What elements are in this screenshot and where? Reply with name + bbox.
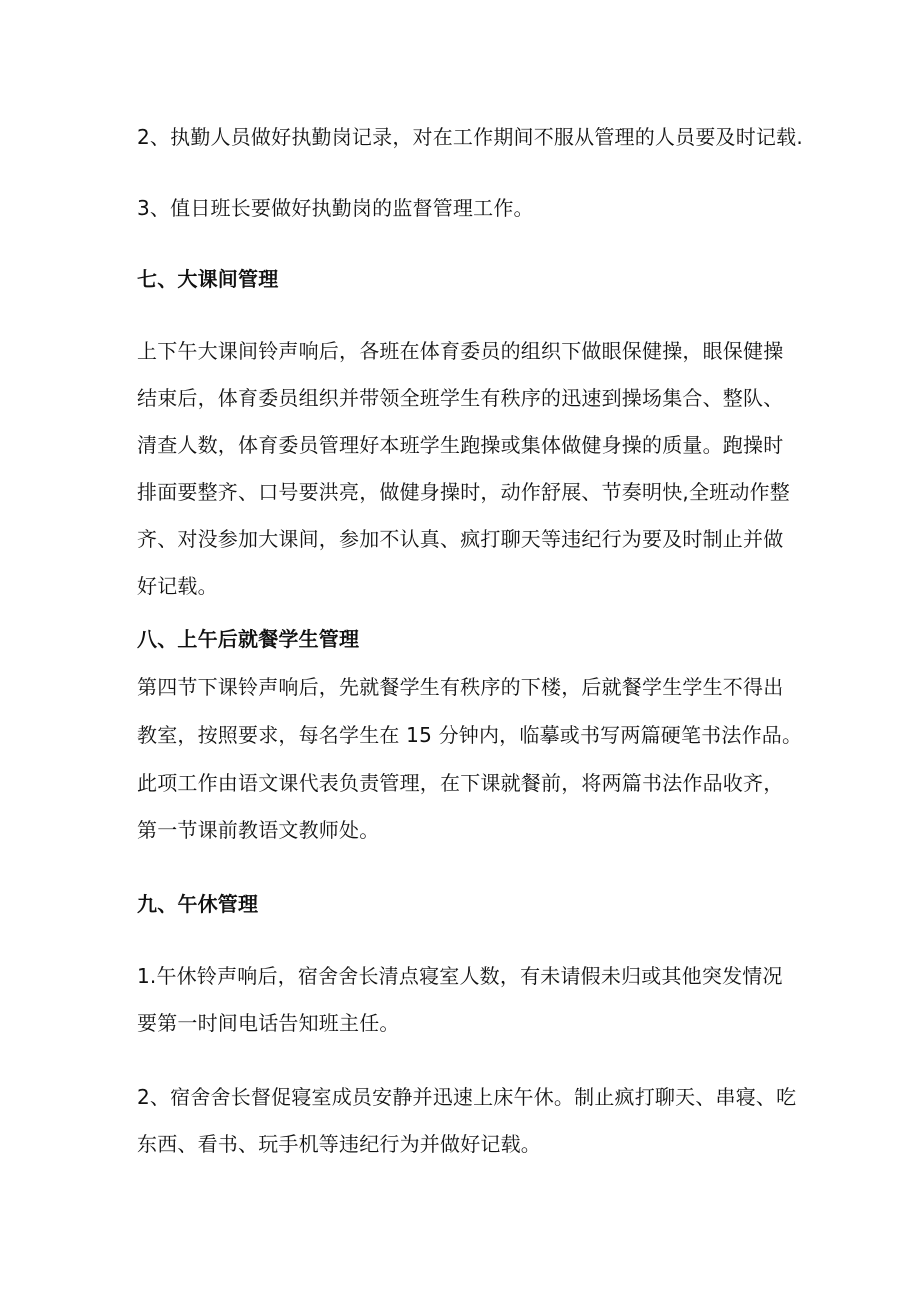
paragraph-lunch-line-4: 第一节课前教语文教师处。 xyxy=(137,818,380,842)
section-heading-lunch-management: 八、上午后就餐学生管理 xyxy=(137,627,360,651)
paragraph-dorm-line-1: 2、宿舍舍长督促寝室成员安静并迅速上床午休。制止疯打聊天、串寝、吃 xyxy=(137,1085,797,1109)
paragraph-nap-line-2: 要第一时间电话告知班主任。 xyxy=(137,1011,400,1035)
paragraph-break-line-5: 齐、对没参加大课间，参加不认真、疯打聊天等违纪行为要及时制止并做 xyxy=(137,527,784,551)
paragraph-monitor-supervision: 3、值日班长要做好执勤岗的监督管理工作。 xyxy=(137,196,534,220)
section-heading-nap-management: 九、午休管理 xyxy=(137,892,259,916)
paragraph-duty-record: 2、执勤人员做好执勤岗记录，对在工作期间不服从管理的人员要及时记载. xyxy=(137,125,803,149)
paragraph-break-line-3: 清查人数，体育委员管理好本班学生跑操或集体做健身操的质量。跑操时 xyxy=(137,433,784,457)
paragraph-dorm-line-2: 东西、看书、玩手机等违纪行为并做好记载。 xyxy=(137,1132,541,1156)
paragraph-break-line-6: 好记载。 xyxy=(137,574,218,598)
paragraph-lunch-line-1: 第四节下课铃声响后，先就餐学生有秩序的下楼，后就餐学生学生不得出 xyxy=(137,675,784,699)
paragraph-lunch-line-3: 此项工作由语文课代表负责管理，在下课就餐前，将两篇书法作品收齐， xyxy=(137,771,784,795)
paragraph-nap-line-1: 1.午休铃声响后，宿舍舍长清点寝室人数，有未请假未归或其他突发情况 xyxy=(137,964,783,988)
section-heading-break-management: 七、大课间管理 xyxy=(137,267,279,291)
paragraph-lunch-line-2: 教室，按照要求，每名学生在 15 分钟内，临摹或书写两篇硬笔书法作品。 xyxy=(137,723,803,747)
paragraph-break-line-4: 排面要整齐、口号要洪亮，做健身操时，动作舒展、节奏明快,全班动作整 xyxy=(137,480,790,504)
paragraph-break-line-1: 上下午大课间铃声响后，各班在体育委员的组织下做眼保健操，眼保健操 xyxy=(137,339,784,363)
paragraph-break-line-2: 结束后，体育委员组织并带领全班学生有秩序的迅速到操场集合、整队、 xyxy=(137,386,784,410)
